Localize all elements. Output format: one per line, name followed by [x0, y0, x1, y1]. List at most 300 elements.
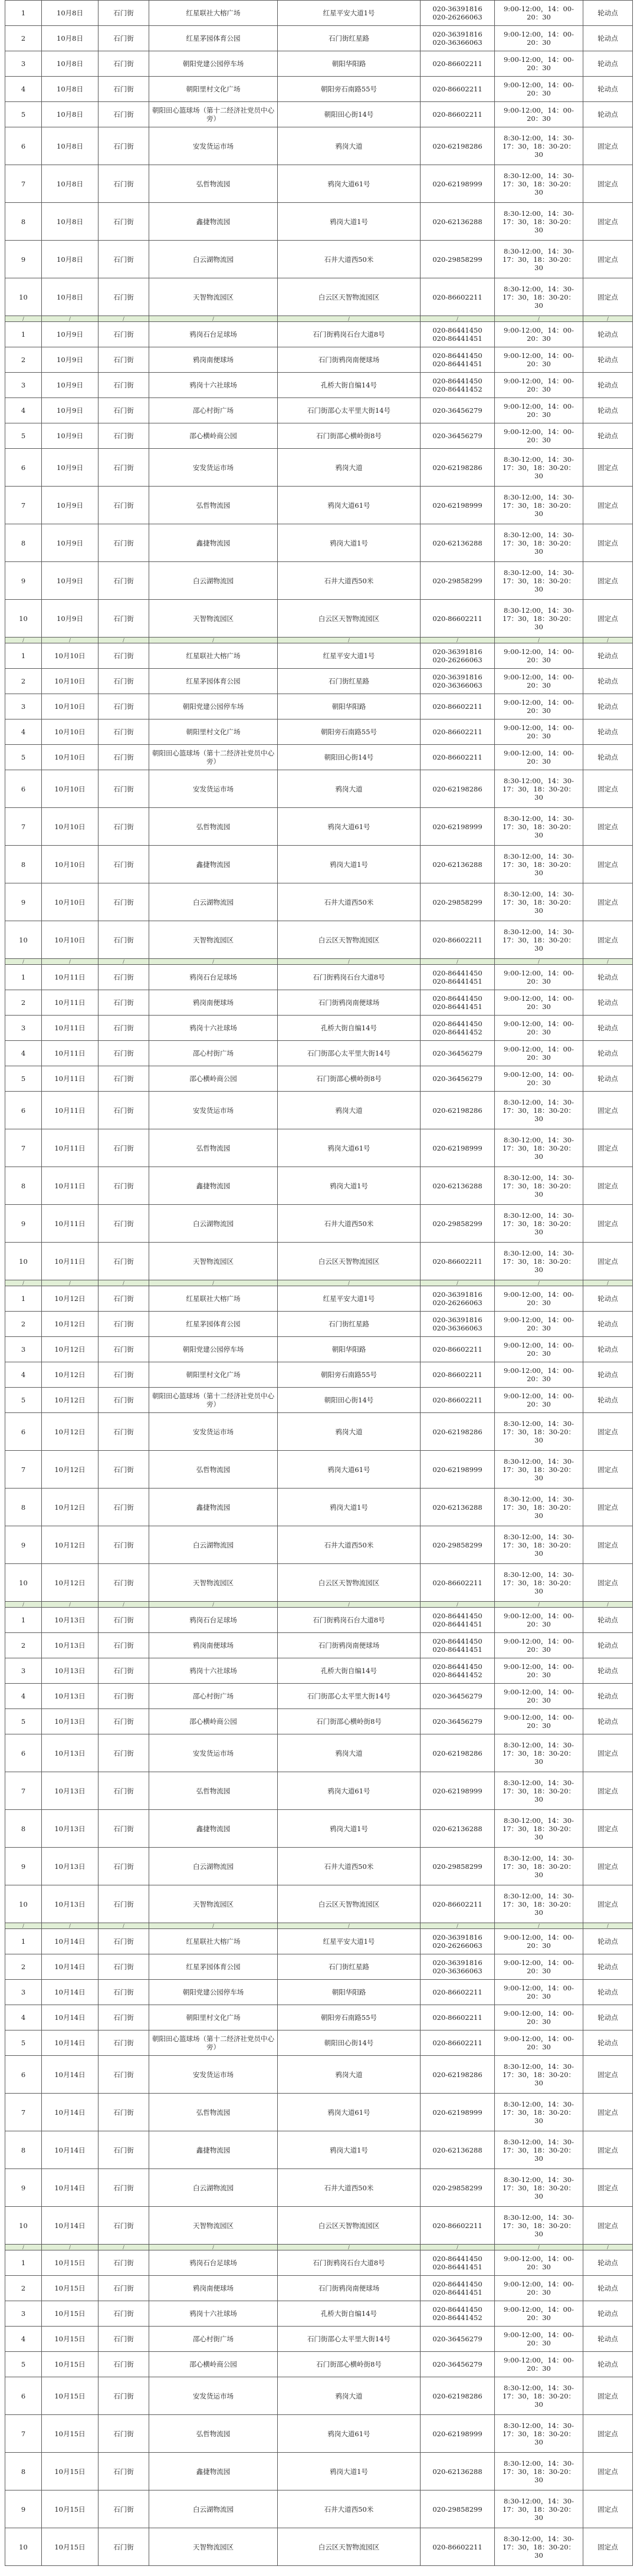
hours-cell: 9:00-12:00，14：00- 20：30 [495, 1709, 583, 1734]
phone-cell: 020-62198286 [421, 1734, 495, 1772]
street-cell: 石门街 [98, 965, 149, 990]
date-cell: 10月15日 [42, 2528, 98, 2566]
row-number: 5 [5, 745, 42, 770]
date-cell: 10月8日 [42, 77, 98, 102]
hours-cell: 9:00-12:00，14：00- 20：30 [495, 1929, 583, 1954]
date-cell: 10月11日 [42, 965, 98, 990]
site-type-cell: 轮动点 [583, 2030, 633, 2056]
street-cell: 石门街 [98, 127, 149, 165]
row-number: 2 [5, 1312, 42, 1337]
row-number: 3 [5, 1980, 42, 2005]
phone-cell: 020-86441450 020-86441451 [421, 322, 495, 347]
phone-cell: 020-62198999 [421, 2094, 495, 2131]
table-row [5, 2094, 633, 2131]
site-name-cell: 弘哲物流园 [149, 487, 278, 524]
street-cell: 石门街 [98, 524, 149, 562]
separator-cell: / [98, 1602, 149, 1608]
hours-cell: 9:00-12:00，14：00- 20：30 [495, 1954, 583, 1980]
hours-cell: 8:30-12:00，14：30- 17：30，18：30-20： 30 [495, 808, 583, 846]
phone-cell: 020-86441450 020-86441451 [421, 2250, 495, 2276]
site-type-cell: 轮动点 [583, 1, 633, 26]
site-name-cell: 鑫捷物流园 [149, 1810, 278, 1848]
separator-cell: / [583, 959, 633, 965]
separator-cell: / [421, 1280, 495, 1286]
hours-cell: 8:30-12:00，14：30- 17：30，18：30-20： 30 [495, 2131, 583, 2169]
row-number: 9 [5, 2169, 42, 2207]
site-type-cell: 轮动点 [583, 26, 633, 51]
separator-cell: / [42, 1923, 98, 1929]
street-cell: 石门街 [98, 1885, 149, 1923]
site-name-cell: 朝阳田心篮球场（第十二经济社党员中心旁） [149, 102, 278, 127]
row-number: 3 [5, 694, 42, 719]
date-cell: 10月13日 [42, 1633, 98, 1658]
street-cell: 石门街 [98, 2327, 149, 2352]
site-name-cell: 白云湖物流园 [149, 1526, 278, 1564]
day-separator-row [5, 1923, 633, 1929]
hours-cell: 9:00-12:00，14：00- 20：30 [495, 1286, 583, 1312]
phone-cell: 020-36391816 020-36366063 [421, 1312, 495, 1337]
address-cell: 孔桥大街自编14号 [278, 373, 421, 398]
date-cell: 10月14日 [42, 1929, 98, 1954]
table-row [5, 1092, 633, 1129]
separator-cell: / [278, 1280, 421, 1286]
site-type-cell: 轮动点 [583, 423, 633, 449]
street-cell: 石门街 [98, 423, 149, 449]
date-cell: 10月13日 [42, 1848, 98, 1885]
row-number: 1 [5, 1, 42, 26]
row-number: 5 [5, 1709, 42, 1734]
table-row [5, 600, 633, 638]
address-cell: 朝阳华阳路 [278, 1337, 421, 1362]
row-number: 3 [5, 2301, 42, 2327]
table-body [5, 1, 633, 2566]
date-cell: 10月11日 [42, 990, 98, 1016]
address-cell: 鸦岗大道1号 [278, 2453, 421, 2490]
site-name-cell: 朝阳里村文化广场 [149, 77, 278, 102]
phone-cell: 020-62198999 [421, 1129, 495, 1167]
date-cell: 10月12日 [42, 1337, 98, 1362]
date-cell: 10月10日 [42, 883, 98, 921]
date-cell: 10月12日 [42, 1564, 98, 1602]
table-row [5, 1066, 633, 1092]
hours-cell: 8:30-12:00，14：30- 17：30，18：30-20： 30 [495, 165, 583, 203]
address-cell: 鸦岗大道1号 [278, 1167, 421, 1205]
street-cell: 石门街 [98, 1526, 149, 1564]
site-type-cell: 固定点 [583, 278, 633, 316]
street-cell: 石门街 [98, 2528, 149, 2566]
table-row [5, 1167, 633, 1205]
site-name-cell: 鑫捷物流园 [149, 846, 278, 883]
separator-cell: / [278, 638, 421, 643]
separator-cell: / [5, 959, 42, 965]
date-cell: 10月11日 [42, 1243, 98, 1280]
separator-cell: / [149, 1923, 278, 1929]
separator-cell: / [278, 316, 421, 322]
address-cell: 石门街邵心太平里大街14号 [278, 398, 421, 423]
row-number: 7 [5, 1129, 42, 1167]
site-type-cell: 轮动点 [583, 1929, 633, 1954]
phone-cell: 020-62198999 [421, 1772, 495, 1810]
site-name-cell: 鑫捷物流园 [149, 1489, 278, 1526]
hours-cell: 8:30-12:00，14：30- 17：30，18：30-20： 30 [495, 278, 583, 316]
date-cell: 10月8日 [42, 241, 98, 278]
table-row [5, 846, 633, 883]
separator-cell: / [421, 1923, 495, 1929]
site-name-cell: 天智物流园区 [149, 2528, 278, 2566]
hours-cell: 9:00-12:00，14：00- 20：30 [495, 77, 583, 102]
row-number: 8 [5, 1810, 42, 1848]
table-row [5, 2352, 633, 2377]
row-number: 10 [5, 921, 42, 959]
row-number: 2 [5, 1633, 42, 1658]
hours-cell: 8:30-12:00，14：30- 17：30，18：30-20： 30 [495, 1489, 583, 1526]
address-cell: 鸦岗大道1号 [278, 846, 421, 883]
hours-cell: 9:00-12:00，14：00- 20：30 [495, 694, 583, 719]
separator-cell: / [5, 1602, 42, 1608]
street-cell: 石门街 [98, 398, 149, 423]
phone-cell: 020-29858299 [421, 241, 495, 278]
date-cell: 10月10日 [42, 719, 98, 745]
day-separator-row [5, 638, 633, 643]
separator-cell: / [495, 1602, 583, 1608]
phone-cell: 020-36391816 020-36366063 [421, 1954, 495, 1980]
site-type-cell: 固定点 [583, 1564, 633, 1602]
site-name-cell: 朝阳里村文化广场 [149, 2005, 278, 2030]
site-name-cell: 弘哲物流园 [149, 1129, 278, 1167]
site-name-cell: 红星茅园体育公园 [149, 1312, 278, 1337]
site-type-cell: 轮动点 [583, 719, 633, 745]
separator-cell: / [5, 1923, 42, 1929]
date-cell: 10月12日 [42, 1388, 98, 1413]
table-row [5, 1041, 633, 1066]
hours-cell: 8:30-12:00，14：30- 17：30，18：30-20： 30 [495, 241, 583, 278]
street-cell: 石门街 [98, 770, 149, 808]
hours-cell: 9:00-12:00，14：00- 20：30 [495, 1, 583, 26]
row-number: 2 [5, 990, 42, 1016]
table-row [5, 241, 633, 278]
separator-cell: / [583, 1602, 633, 1608]
address-cell: 石井大道西50米 [278, 1848, 421, 1885]
hours-cell: 8:30-12:00，14：30- 17：30，18：30-20： 30 [495, 2528, 583, 2566]
site-name-cell: 天智物流园区 [149, 1885, 278, 1923]
site-name-cell: 红星联社大榕广场 [149, 1286, 278, 1312]
site-name-cell: 朝阳党建公园停车场 [149, 694, 278, 719]
site-type-cell: 固定点 [583, 1848, 633, 1885]
site-type-cell: 轮动点 [583, 1286, 633, 1312]
date-cell: 10月15日 [42, 2276, 98, 2301]
site-type-cell: 轮动点 [583, 51, 633, 77]
street-cell: 石门街 [98, 1734, 149, 1772]
site-type-cell: 轮动点 [583, 102, 633, 127]
address-cell: 石门街邵心横岭街8号 [278, 2352, 421, 2377]
site-name-cell: 红星茅园体育公园 [149, 669, 278, 694]
site-name-cell: 安发货运市场 [149, 2056, 278, 2094]
hours-cell: 8:30-12:00，14：30- 17：30，18：30-20： 30 [495, 1413, 583, 1451]
hours-cell: 9:00-12:00，14：00- 20：30 [495, 347, 583, 373]
street-cell: 石门街 [98, 1167, 149, 1205]
site-type-cell: 轮动点 [583, 1337, 633, 1362]
address-cell: 石门街红星路 [278, 1954, 421, 1980]
hours-cell: 9:00-12:00，14：00- 20：30 [495, 51, 583, 77]
site-name-cell: 鸦岗十六社球场 [149, 1016, 278, 1041]
row-number: 10 [5, 1564, 42, 1602]
separator-cell: / [421, 959, 495, 965]
site-name-cell: 安发货运市场 [149, 1734, 278, 1772]
hours-cell: 9:00-12:00，14：00- 20：30 [495, 669, 583, 694]
row-number: 3 [5, 1016, 42, 1041]
date-cell: 10月11日 [42, 1092, 98, 1129]
hours-cell: 9:00-12:00，14：00- 20：30 [495, 26, 583, 51]
row-number: 10 [5, 600, 42, 638]
table-row [5, 1243, 633, 1280]
hours-cell: 9:00-12:00，14：00- 20：30 [495, 1337, 583, 1362]
site-name-cell: 天智物流园区 [149, 1564, 278, 1602]
street-cell: 石门街 [98, 846, 149, 883]
date-cell: 10月11日 [42, 1129, 98, 1167]
date-cell: 10月10日 [42, 694, 98, 719]
hours-cell: 8:30-12:00，14：30- 17：30，18：30-20： 30 [495, 1526, 583, 1564]
row-number: 6 [5, 770, 42, 808]
address-cell: 鸦岗大道61号 [278, 1451, 421, 1489]
separator-cell: / [5, 2245, 42, 2250]
separator-cell: / [583, 1280, 633, 1286]
phone-cell: 020-86441450 020-86441451 [421, 990, 495, 1016]
address-cell: 鸦岗大道61号 [278, 2094, 421, 2131]
table-row [5, 398, 633, 423]
phone-cell: 020-86602211 [421, 2528, 495, 2566]
day-separator-row [5, 1602, 633, 1608]
address-cell: 鸦岗大道 [278, 2056, 421, 2094]
date-cell: 10月11日 [42, 1016, 98, 1041]
date-cell: 10月10日 [42, 643, 98, 669]
street-cell: 石门街 [98, 1980, 149, 2005]
phone-cell: 020-29858299 [421, 2169, 495, 2207]
site-name-cell: 鸦岗十六社球场 [149, 2301, 278, 2327]
site-name-cell: 朝阳党建公园停车场 [149, 1337, 278, 1362]
street-cell: 石门街 [98, 2453, 149, 2490]
address-cell: 石门街鸦岗南便球场 [278, 347, 421, 373]
separator-cell: / [495, 2245, 583, 2250]
site-type-cell: 固定点 [583, 883, 633, 921]
table-row [5, 77, 633, 102]
row-number: 9 [5, 883, 42, 921]
street-cell: 石门街 [98, 2030, 149, 2056]
site-name-cell: 白云湖物流园 [149, 241, 278, 278]
hours-cell: 9:00-12:00，14：00- 20：30 [495, 643, 583, 669]
row-number: 10 [5, 2207, 42, 2245]
address-cell: 红星平安大道1号 [278, 643, 421, 669]
phone-cell: 020-62198286 [421, 449, 495, 487]
row-number: 10 [5, 278, 42, 316]
site-name-cell: 朝阳里村文化广场 [149, 1362, 278, 1388]
row-number: 6 [5, 1413, 42, 1451]
separator-cell: / [149, 2245, 278, 2250]
separator-cell: / [5, 638, 42, 643]
date-cell: 10月10日 [42, 921, 98, 959]
hours-cell: 9:00-12:00，14：00- 20：30 [495, 990, 583, 1016]
row-number: 5 [5, 2030, 42, 2056]
table-row [5, 2327, 633, 2352]
separator-cell: / [583, 316, 633, 322]
phone-cell: 020-86602211 [421, 1980, 495, 2005]
site-name-cell: 红星联社大榕广场 [149, 1929, 278, 1954]
address-cell: 白云区天智物流园区 [278, 1243, 421, 1280]
table-row [5, 1489, 633, 1526]
phone-cell: 020-62136288 [421, 846, 495, 883]
site-type-cell: 固定点 [583, 1526, 633, 1564]
separator-cell: / [583, 2245, 633, 2250]
site-type-cell: 轮动点 [583, 373, 633, 398]
phone-cell: 020-86602211 [421, 2030, 495, 2056]
hours-cell: 8:30-12:00，14：30- 17：30，18：30-20： 30 [495, 2056, 583, 2094]
phone-cell: 020-62198999 [421, 165, 495, 203]
street-cell: 石门街 [98, 2276, 149, 2301]
address-cell: 鸦岗大道61号 [278, 165, 421, 203]
phone-cell: 020-36456279 [421, 2327, 495, 2352]
row-number: 5 [5, 1066, 42, 1092]
phone-cell: 020-62136288 [421, 203, 495, 241]
date-cell: 10月8日 [42, 165, 98, 203]
phone-cell: 020-36456279 [421, 1684, 495, 1709]
address-cell: 鸦岗大道61号 [278, 1129, 421, 1167]
address-cell: 红星平安大道1号 [278, 1929, 421, 1954]
row-number: 9 [5, 1848, 42, 1885]
phone-cell: 020-62198999 [421, 808, 495, 846]
row-number: 8 [5, 2453, 42, 2490]
row-number: 4 [5, 1041, 42, 1066]
hours-cell: 9:00-12:00，14：00- 20：30 [495, 1041, 583, 1066]
separator-cell: / [5, 316, 42, 322]
row-number: 3 [5, 373, 42, 398]
street-cell: 石门街 [98, 1772, 149, 1810]
site-name-cell: 红星联社大榕广场 [149, 643, 278, 669]
address-cell: 石井大道西50米 [278, 883, 421, 921]
phone-cell: 020-62198286 [421, 2056, 495, 2094]
phone-cell: 020-29858299 [421, 883, 495, 921]
site-type-cell: 固定点 [583, 2131, 633, 2169]
site-type-cell: 固定点 [583, 1243, 633, 1280]
phone-cell: 020-86441450 020-86441451 [421, 347, 495, 373]
table-row [5, 2377, 633, 2415]
street-cell: 石门街 [98, 1564, 149, 1602]
table-row [5, 102, 633, 127]
site-name-cell: 朝阳里村文化广场 [149, 719, 278, 745]
table-row [5, 1205, 633, 1243]
street-cell: 石门街 [98, 1066, 149, 1092]
address-cell: 鸦岗大道 [278, 127, 421, 165]
date-cell: 10月11日 [42, 1205, 98, 1243]
table-row [5, 2490, 633, 2528]
site-type-cell: 固定点 [583, 1092, 633, 1129]
separator-cell: / [583, 1923, 633, 1929]
site-type-cell: 固定点 [583, 487, 633, 524]
site-name-cell: 白云湖物流园 [149, 2169, 278, 2207]
hours-cell: 8:30-12:00，14：30- 17：30，18：30-20： 30 [495, 2490, 583, 2528]
site-type-cell: 固定点 [583, 2453, 633, 2490]
table-row [5, 322, 633, 347]
phone-cell: 020-86602211 [421, 2005, 495, 2030]
site-name-cell: 红星茅园体育公园 [149, 1954, 278, 1980]
row-number: 1 [5, 643, 42, 669]
table-row [5, 1388, 633, 1413]
site-type-cell: 固定点 [583, 449, 633, 487]
street-cell: 石门街 [98, 449, 149, 487]
date-cell: 10月13日 [42, 1772, 98, 1810]
date-cell: 10月9日 [42, 322, 98, 347]
site-type-cell: 轮动点 [583, 2276, 633, 2301]
date-cell: 10月12日 [42, 1451, 98, 1489]
address-cell: 石井大道西50米 [278, 1526, 421, 1564]
table-row [5, 2453, 633, 2490]
address-cell: 鸦岗大道1号 [278, 1489, 421, 1526]
table-row [5, 1413, 633, 1451]
street-cell: 石门街 [98, 2415, 149, 2453]
phone-cell: 020-86602211 [421, 694, 495, 719]
phone-cell: 020-86441450 020-86441451 [421, 1608, 495, 1633]
address-cell: 鸦岗大道61号 [278, 1772, 421, 1810]
phone-cell: 020-86602211 [421, 102, 495, 127]
site-name-cell: 鸦岗石台足球场 [149, 1608, 278, 1633]
table-row [5, 694, 633, 719]
date-cell: 10月8日 [42, 102, 98, 127]
address-cell: 孔桥大街自编14号 [278, 1658, 421, 1684]
street-cell: 石门街 [98, 1092, 149, 1129]
date-cell: 10月14日 [42, 2030, 98, 2056]
street-cell: 石门街 [98, 2131, 149, 2169]
row-number: 8 [5, 524, 42, 562]
street-cell: 石门街 [98, 643, 149, 669]
date-cell: 10月8日 [42, 203, 98, 241]
date-cell: 10月13日 [42, 1885, 98, 1923]
table-row [5, 1337, 633, 1362]
site-name-cell: 天智物流园区 [149, 278, 278, 316]
table-row [5, 1, 633, 26]
hours-cell: 8:30-12:00，14：30- 17：30，18：30-20： 30 [495, 127, 583, 165]
address-cell: 孔桥大街自编14号 [278, 1016, 421, 1041]
table-row [5, 1312, 633, 1337]
phone-cell: 020-62136288 [421, 1167, 495, 1205]
site-type-cell: 固定点 [583, 1772, 633, 1810]
hours-cell: 9:00-12:00，14：00- 20：30 [495, 1016, 583, 1041]
row-number: 4 [5, 1362, 42, 1388]
table-row [5, 2250, 633, 2276]
phone-cell: 020-86441450 020-86441451 [421, 2276, 495, 2301]
date-cell: 10月8日 [42, 1, 98, 26]
hours-cell: 8:30-12:00，14：30- 17：30，18：30-20： 30 [495, 883, 583, 921]
site-name-cell: 白云湖物流园 [149, 562, 278, 600]
address-cell: 朝阳旁石南路55号 [278, 2005, 421, 2030]
table-row [5, 883, 633, 921]
address-cell: 石门街鸦岗南便球场 [278, 990, 421, 1016]
hours-cell: 9:00-12:00，14：00- 20：30 [495, 2327, 583, 2352]
separator-cell: / [421, 1602, 495, 1608]
site-type-cell: 轮动点 [583, 1312, 633, 1337]
separator-cell: / [98, 959, 149, 965]
hours-cell: 8:30-12:00，14：30- 17：30，18：30-20： 30 [495, 1564, 583, 1602]
date-cell: 10月14日 [42, 2094, 98, 2131]
address-cell: 朝阳旁石南路55号 [278, 1362, 421, 1388]
row-number: 6 [5, 127, 42, 165]
phone-cell: 020-86441450 020-86441451 [421, 1633, 495, 1658]
testing-sites-table [5, 0, 633, 2566]
hours-cell: 8:30-12:00，14：30- 17：30，18：30-20： 30 [495, 1885, 583, 1923]
phone-cell: 020-36391816 020-36366063 [421, 26, 495, 51]
phone-cell: 020-86602211 [421, 921, 495, 959]
street-cell: 石门街 [98, 2352, 149, 2377]
address-cell: 石井大道西50米 [278, 1205, 421, 1243]
table-row [5, 2528, 633, 2566]
site-name-cell: 鑫捷物流园 [149, 2131, 278, 2169]
